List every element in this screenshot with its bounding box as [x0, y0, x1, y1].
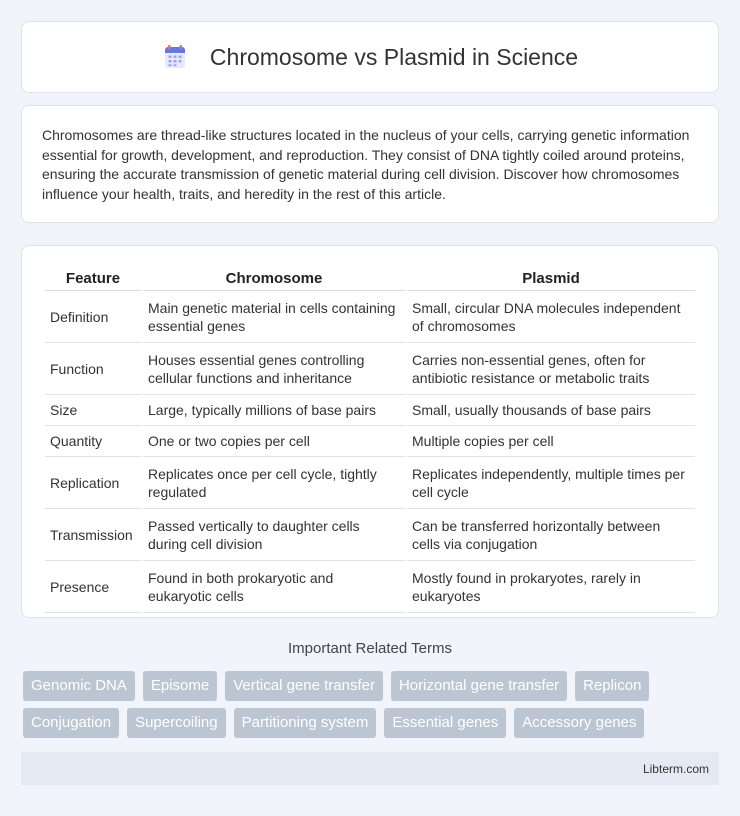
tag-replicon[interactable]: Replicon: [575, 671, 649, 701]
tag-conjugation[interactable]: Conjugation: [23, 708, 119, 738]
row-plasmid: Small, circular DNA molecules independent of chromosomes: [407, 291, 695, 343]
calendar-grid-icon: [162, 44, 188, 70]
table-row: [45, 343, 695, 395]
tag-accessory-genes[interactable]: Accessory genes: [514, 708, 644, 738]
row-chromosome: Houses essential genes controlling cellular functions and inheritance: [143, 343, 405, 395]
title-wrap: [162, 44, 578, 71]
row-plasmid: Mostly found in prokaryotes, rarely in eukaryotes: [407, 561, 695, 613]
tag-horizontal-gene-transfer[interactable]: Horizontal gene transfer: [391, 671, 567, 701]
row-feature: Function: [45, 343, 141, 395]
comparison-table-card: [21, 245, 719, 618]
table-row: [45, 395, 695, 426]
related-terms-tags: [23, 671, 723, 738]
tag-partitioning-system[interactable]: Partitioning system: [234, 708, 377, 738]
table-row: [45, 457, 695, 509]
row-chromosome: Found in both prokaryotic and eukaryotic cells: [143, 561, 405, 613]
row-plasmid: Multiple copies per cell: [407, 426, 695, 457]
footer-site-link[interactable]: Libterm.com: [642, 761, 709, 776]
tag-vertical-gene-transfer[interactable]: Vertical gene transfer: [225, 671, 383, 701]
table-row: [45, 291, 695, 343]
table-row: [45, 561, 695, 613]
tag-episome[interactable]: Episome: [143, 671, 217, 701]
footer-bar: [21, 752, 719, 785]
tag-supercoiling[interactable]: Supercoiling: [127, 708, 226, 738]
row-plasmid: Can be transferred horizontally between cells via conjugation: [407, 509, 695, 561]
row-feature: Presence: [45, 561, 141, 613]
row-chromosome: Replicates once per cell cycle, tightly regulated: [143, 457, 405, 509]
row-feature: Replication: [45, 457, 141, 509]
page-title: Chromosome vs Plasmid in Science: [209, 43, 579, 70]
row-chromosome: Main genetic material in cells containing essential genes: [143, 291, 405, 343]
header-chromosome: Chromosome: [143, 266, 405, 291]
intro-card: [21, 105, 719, 223]
tag-genomic-dna[interactable]: Genomic DNA: [23, 671, 135, 701]
row-chromosome: Passed vertically to daughter cells during cell division: [143, 509, 405, 561]
related-terms-title: Important Related Terms: [288, 640, 452, 657]
row-plasmid: Small, usually thousands of base pairs: [407, 395, 695, 426]
header-plasmid: Plasmid: [407, 266, 695, 291]
header-feature: Feature: [45, 266, 141, 291]
row-feature: Size: [45, 395, 141, 426]
row-chromosome: One or two copies per cell: [143, 426, 405, 457]
table-header-row: [45, 266, 695, 291]
header-card: [21, 21, 719, 93]
comparison-table: [43, 266, 697, 613]
row-chromosome: Large, typically millions of base pairs: [143, 395, 405, 426]
tag-essential-genes[interactable]: Essential genes: [384, 708, 506, 738]
row-plasmid: Carries non-essential genes, often for antibiotic resistance or metabolic traits: [407, 343, 695, 395]
intro-paragraph: Chromosomes are thread-like structures located in the nucleus of your cells, carrying genetic information essential for growth, development, and reproduction. They consist of DNA tightly coiled around proteins, ensuring the accurate transmission of genetic material during cell division. Discover how chromosomes influence your health, traits, and heredity in the rest of this article.: [42, 127, 690, 202]
table-row: [45, 509, 695, 561]
row-feature: Definition: [45, 291, 141, 343]
row-feature: Quantity: [45, 426, 141, 457]
table-row: [45, 426, 695, 457]
row-plasmid: Replicates independently, multiple times per cell cycle: [407, 457, 695, 509]
row-feature: Transmission: [45, 509, 141, 561]
